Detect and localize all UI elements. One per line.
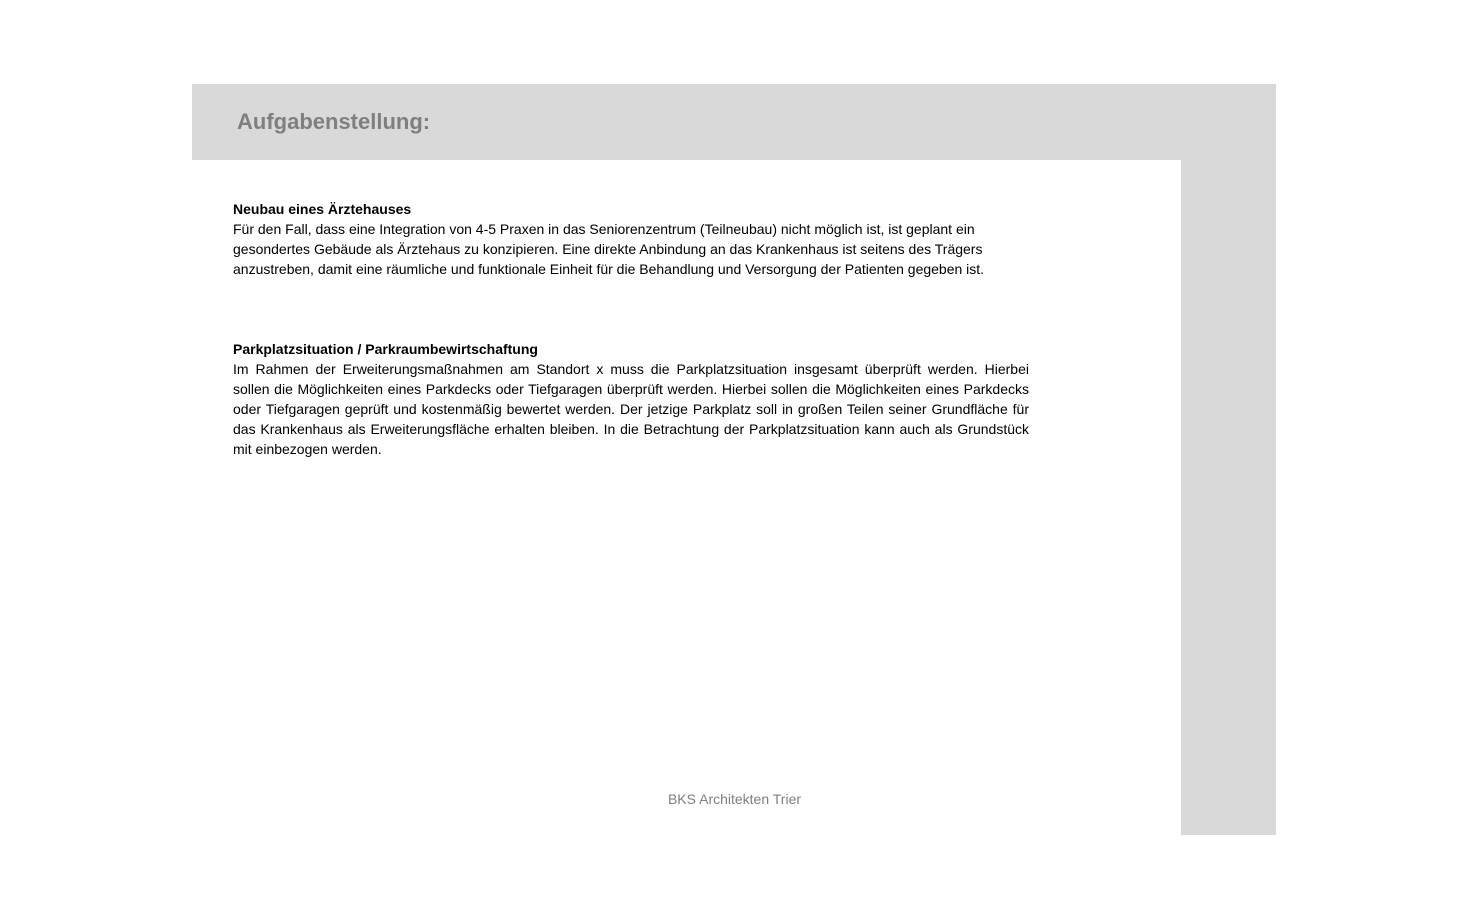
footer-text: BKS Architekten Trier <box>667 791 802 807</box>
section-parkplatz <box>233 339 1029 459</box>
side-band <box>1181 84 1276 835</box>
section-body: Für den Fall, dass eine Integration von 4-5 Praxen in das Seniorenzentrum (Teilneubau) nicht möglich ist, ist geplant ein gesondertes Gebäude als Ärztehaus zu konzipieren. Eine direkte Anbindung an das Krankenhaus ist seitens des Trägers anzustreben, damit eine räumliche und funktionale Einheit für die Behandlung und Versorgung der Patienten gegeben ist. <box>233 221 985 277</box>
section-heading: Neubau eines Ärztehauses <box>233 201 412 217</box>
section-body: Im Rahmen der Erweiterungsmaßnahmen am Standort x muss die Parkplatzsituation insgesamt überprüft werden. Hierbei sollen die Möglichkeiten eines Parkdecks oder Tiefgaragen überprüft werden. Hierbei sollen die Möglichkeiten eines Parkdecks oder Tiefgaragen geprüft und kostenmäßig bewertet werden. Der jetzige Parkplatz soll in großen Teilen seiner Grundfläche für das Krankenhaus als Erweiterungsfläche erhalten bleiben. In die Betrachtung der Parkplatzsituation kann auch als Grundstück mit einbezogen werden. <box>233 361 1029 457</box>
page-title: Aufgabenstellung: <box>237 109 431 134</box>
section-heading: Parkplatzsituation / Parkraumbewirtschaftung <box>233 341 538 357</box>
section-aerztehaus <box>233 199 1029 279</box>
